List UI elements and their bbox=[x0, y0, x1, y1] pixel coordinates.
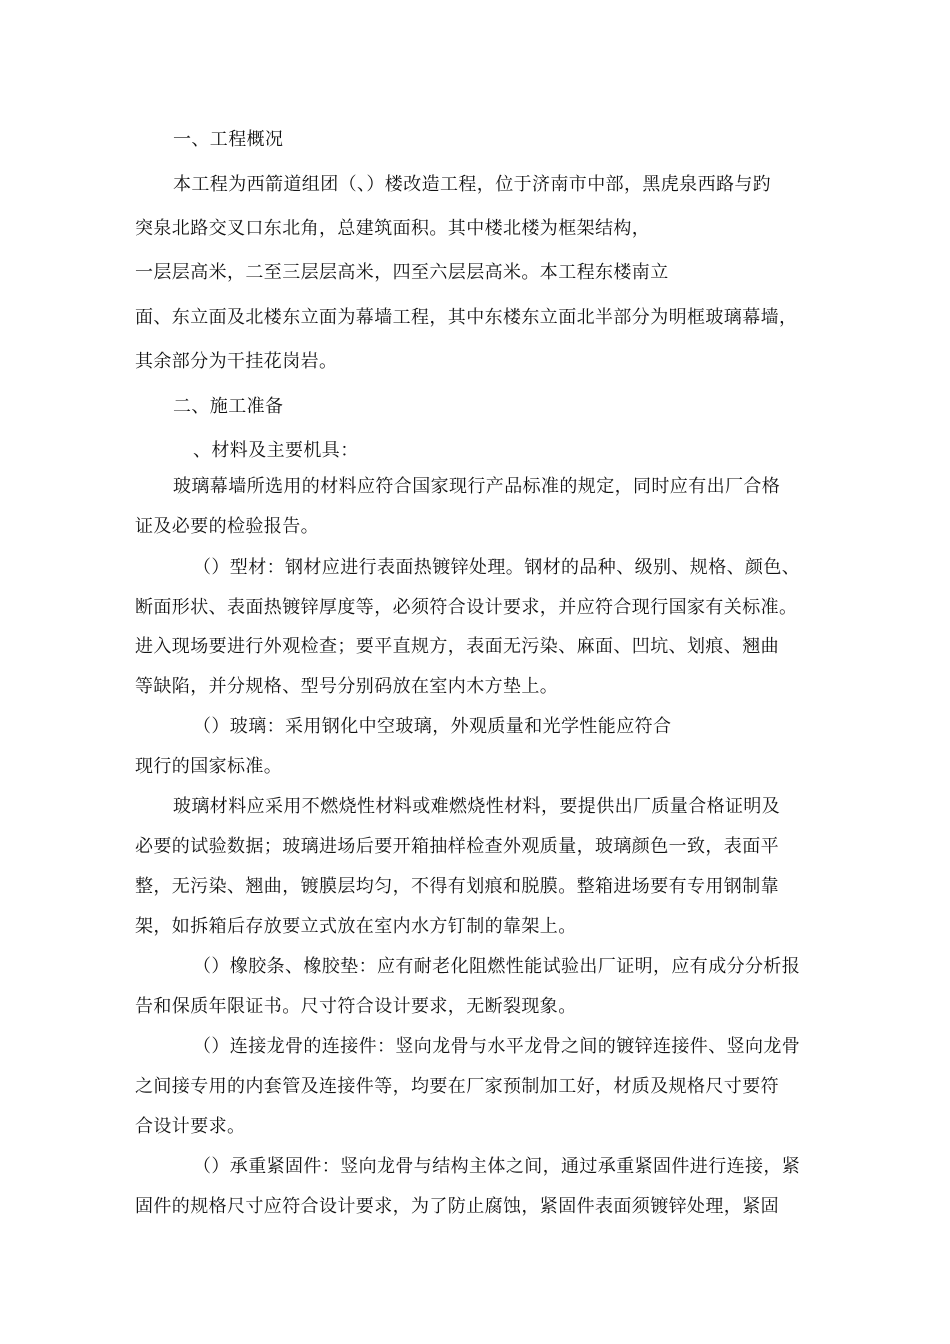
paragraph-line: 本工程为西箭道组团（、）楼改造工程，位于济南市中部，黑虎泉西路与趵 bbox=[173, 174, 772, 195]
paragraph-line: 其余部分为干挂花岗岩。 bbox=[135, 351, 338, 372]
heading-project-overview: 一、工程概况 bbox=[173, 129, 284, 150]
paragraph-line: （）橡胶条、橡胶垫：应有耐老化阻燃性能试验出厂证明，应有成分分析报 bbox=[193, 956, 801, 977]
paragraph-line: 玻璃幕墙所选用的材料应符合国家现行产品标准的规定，同时应有出厂合格 bbox=[173, 476, 781, 497]
paragraph-line: 架，如拆箱后存放要立式放在室内水方钉制的靠架上。 bbox=[135, 916, 577, 937]
paragraph-line: 告和保质年限证书。尺寸符合设计要求，无断裂现象。 bbox=[135, 996, 577, 1017]
paragraph-line: 一层层高米，二至三层层高米，四至六层层高米。本工程东楼南立 bbox=[135, 262, 669, 283]
paragraph-line: 证及必要的检验报告。 bbox=[135, 516, 319, 537]
paragraph-line: 等缺陷，并分规格、型号分别码放在室内木方垫上。 bbox=[135, 676, 559, 697]
paragraph-line: 现行的国家标准。 bbox=[135, 756, 283, 777]
paragraph-line: （）玻璃：采用钢化中空玻璃，外观质量和光学性能应符合 bbox=[193, 716, 672, 737]
paragraph-line: （）承重紧固件：竖向龙骨与结构主体之间，通过承重紧固件进行连接，紧 bbox=[193, 1156, 801, 1177]
subheading-materials: 、材料及主要机具： bbox=[193, 440, 359, 461]
paragraph-line: （）连接龙骨的连接件：竖向龙骨与水平龙骨之间的镀锌连接件、竖向龙骨 bbox=[193, 1036, 801, 1057]
paragraph-line: 合设计要求。 bbox=[135, 1116, 246, 1137]
paragraph-line: 之间接专用的内套管及连接件等，均要在厂家预制加工好，材质及规格尺寸要符 bbox=[135, 1076, 779, 1097]
paragraph-line: 固件的规格尺寸应符合设计要求，为了防止腐蚀，紧固件表面须镀锌处理，紧固 bbox=[135, 1196, 779, 1217]
paragraph-line: 玻璃材料应采用不燃烧性材料或难燃烧性材料，要提供出厂质量合格证明及 bbox=[173, 796, 781, 817]
paragraph-line: 必要的试验数据；玻璃进场后要开箱抽样检查外观质量，玻璃颜色一致，表面平 bbox=[135, 836, 779, 857]
heading-construction-preparation: 二、施工准备 bbox=[173, 396, 284, 417]
paragraph-line: 整，无污染、翘曲，镀膜层均匀，不得有划痕和脱膜。整箱进场要有专用钢制靠 bbox=[135, 876, 779, 897]
paragraph-line: 面、东立面及北楼东立面为幕墙工程，其中东楼东立面北半部分为明框玻璃幕墙， bbox=[135, 307, 798, 328]
paragraph-line: 进入现场要进行外观检查；要平直规方，表面无污染、麻面、凹坑、划痕、翘曲 bbox=[135, 636, 779, 657]
paragraph-line: （）型材：钢材应进行表面热镀锌处理。钢材的品种、级别、规格、颜色、 bbox=[193, 557, 801, 578]
paragraph-line: 断面形状、表面热镀锌厚度等，必须符合设计要求，并应符合现行国家有关标准。 bbox=[135, 597, 798, 618]
paragraph-line: 突泉北路交叉口东北角，总建筑面积。其中楼北楼为框架结构， bbox=[135, 218, 651, 239]
